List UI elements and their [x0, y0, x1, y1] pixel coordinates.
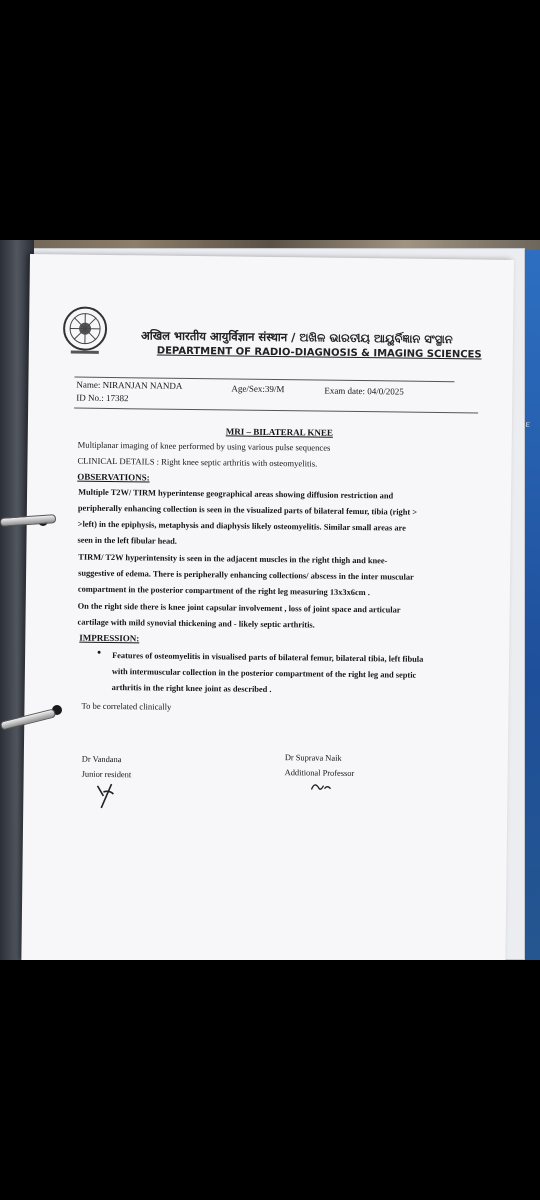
impression-heading: IMPRESSION: — [79, 632, 140, 644]
observation-line: seen in the left fibular head. — [77, 535, 177, 546]
left-signatory-title: Junior resident — [81, 769, 132, 780]
clinical-details: CLINICAL DETAILS : Right knee septic arthritis with osteomyelitis. — [77, 455, 318, 469]
bullet-icon: • — [97, 646, 102, 659]
observation-line: On the right side there is knee joint capsular involvement , loss of joint space and articular — [77, 601, 401, 615]
observation-line: compartment in the posterior compartment of the right leg measuring 13x3x6cm . — [77, 584, 370, 598]
report-title: MRI – BILATERAL KNEE — [225, 426, 334, 438]
right-signature-icon — [308, 779, 334, 795]
right-signatory-name: Dr Suprava Naik — [284, 753, 342, 763]
institute-logo-icon — [59, 304, 112, 357]
left-signatory-name: Dr Vandana — [81, 754, 122, 765]
observation-line: peripherally enhancing collection is seen in the visualized parts of bilateral femur, tibia (right > — [77, 503, 418, 517]
impression-line: Features of osteomyelitis in visualised parts of bilateral femur, bilateral tibia, left fibula — [112, 651, 424, 664]
correlate-note: To be correlated clinically — [81, 700, 172, 712]
exam-date: Exam date: 04/0/2025 — [324, 385, 404, 397]
impression-line: with intermuscular collection in the posterior compartment of the right leg and septic — [111, 667, 417, 680]
pen-mark-icon: ɛ — [525, 418, 530, 430]
right-signatory-title: Additional Professor — [284, 768, 355, 778]
observation-line: TIRM/ T2W hyperintensity is seen in the adjacent muscles in the right thigh and knee- — [78, 552, 388, 566]
document-photo — [0, 240, 540, 960]
observation-line: suggestive of edema. There is peripherally enhancing collections/ abscess in the inter muscular — [78, 568, 414, 582]
report-page — [21, 254, 514, 960]
intro-text: Multiplanar imaging of knee performed by using various pulse sequences — [77, 439, 331, 453]
patient-name: Name: NIRANJAN NANDA — [76, 379, 183, 391]
header-rule-bottom — [74, 408, 478, 414]
patient-id: ID No.: 17382 — [76, 392, 129, 404]
institute-name: अखिल भारतीय आयुर्विज्ञान संस्थान / ଅଖିଳ ଭାରତୀୟ ଆୟୁର୍ବିଜ୍ଞାନ ସଂସ୍ଥାନ — [140, 328, 453, 347]
left-signature-icon — [89, 782, 125, 812]
impression-line: arthritis in the right knee joint as described . — [111, 683, 272, 694]
observations-heading: OBSERVATIONS: — [77, 471, 150, 483]
patient-age-sex: Age/Sex:39/M — [231, 383, 285, 395]
observation-line: Multiple T2W/ TIRM hyperintense geographical areas showing diffusion restriction and — [78, 487, 394, 501]
observation-line: >left) in the epiphysis, metaphysis and diaphysis likely osteomyelitis. Similar small areas are — [77, 519, 406, 533]
observation-line: cartilage with mild synovial thickening and - likely septic arthritis. — [77, 617, 315, 630]
department-name: DEPARTMENT OF RADIO-DIAGNOSIS & IMAGING SCIENCES — [156, 345, 482, 361]
